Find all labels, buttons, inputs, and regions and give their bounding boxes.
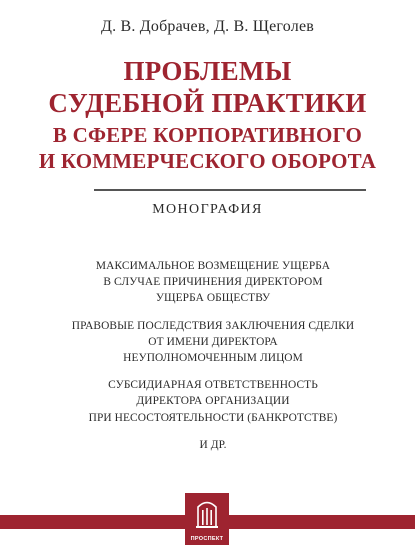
title-line-1: ПРОБЛЕМЫ — [123, 56, 292, 86]
title-line-4: И КОММЕРЧЕСКОГО ОБОРОТА — [38, 149, 377, 173]
topic-line: ПРАВОВЫЕ ПОСЛЕДСТВИЯ ЗАКЛЮЧЕНИЯ СДЕЛКИ — [71, 319, 355, 332]
topic-line: МАКСИМАЛЬНОЕ ВОЗМЕЩЕНИЕ УЩЕРБА — [95, 260, 331, 272]
authors: Д. В. Добрачев, Д. В. Щеголев — [100, 18, 315, 35]
publisher-name: ПРОСПЕКТ — [190, 536, 224, 542]
topic-item — [50, 377, 376, 426]
title-line-3: В СФЕРЕ КОРПОРАТИВНОГО — [52, 123, 363, 147]
topic-item — [50, 318, 376, 367]
genre-label: МОНОГРАФИЯ — [152, 202, 263, 217]
topic-line: ПРИ НЕСОСТОЯТЕЛЬНОСТИ (БАНКРОТСТВЕ) — [88, 411, 338, 424]
topic-line: ДИРЕКТОРА ОРГАНИЗАЦИИ — [136, 395, 290, 408]
topics-list — [50, 258, 376, 453]
topic-line: ОТ ИМЕНИ ДИРЕКТОРА — [148, 335, 278, 348]
topic-line: СУБСИДИАРНАЯ ОТВЕТСТВЕННОСТЬ — [108, 379, 318, 392]
publisher-logo — [185, 493, 229, 545]
title-divider — [94, 189, 366, 191]
topic-line: НЕУПОЛНОМОЧЕННЫМ ЛИЦОМ — [123, 352, 303, 365]
building-columns-icon — [185, 493, 229, 533]
topic-line: В СЛУЧАЕ ПРИЧИНЕНИЯ ДИРЕКТОРОМ — [103, 276, 323, 289]
topic-item — [50, 258, 376, 307]
topic-line: УЩЕРБА ОБЩЕСТВУ — [155, 292, 271, 305]
etc-label: И ДР. — [199, 438, 227, 451]
title-line-2: СУДЕБНОЙ ПРАКТИКИ — [48, 88, 367, 118]
